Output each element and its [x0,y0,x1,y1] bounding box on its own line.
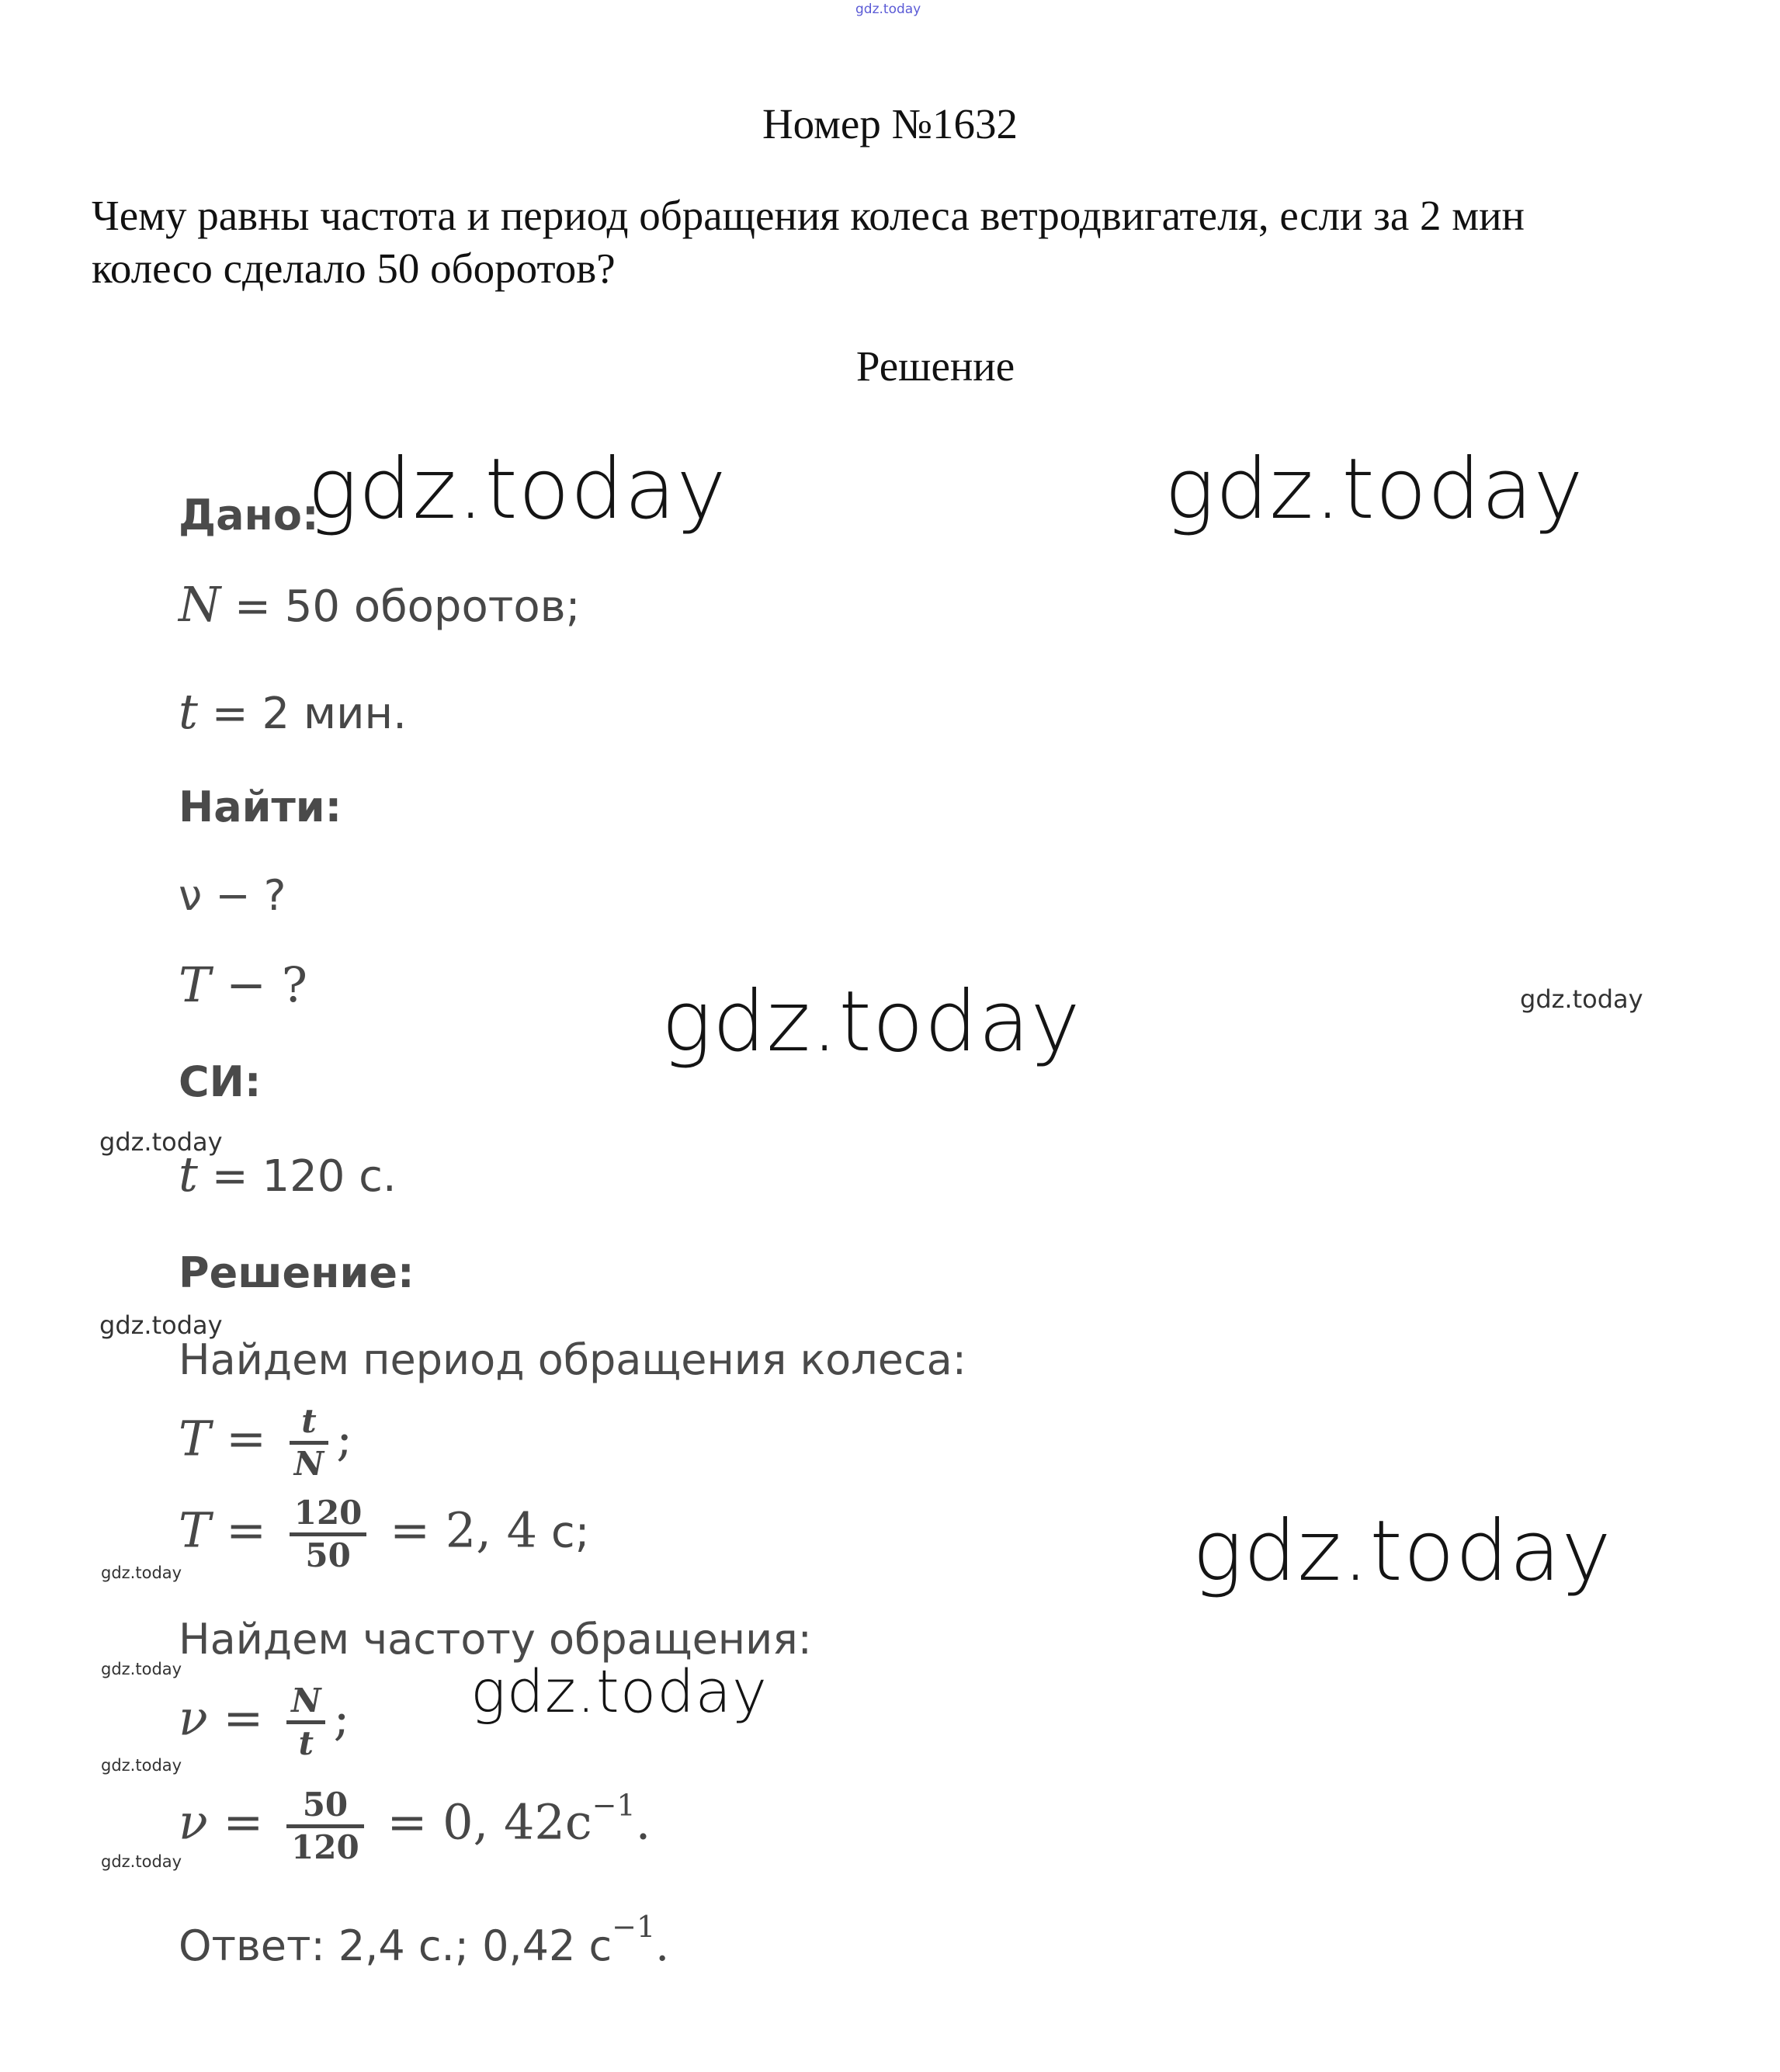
watermark: gdz.today [1164,441,1584,538]
fraction-numerator: 50 [286,1786,364,1828]
watermark: gdz.today [101,1756,182,1775]
formula-exponent: −1 [592,1788,636,1823]
fraction-numerator: 120 [290,1494,367,1536]
formula-end: ; [336,1410,353,1467]
formula-result: = 2, 4 [374,1501,538,1559]
formula-unit: с; [537,1507,590,1558]
top-watermark: gdz.today [855,2,921,17]
formula-eq: = [210,1410,282,1467]
formula-lhs: T [179,1501,211,1559]
formula-end: . [635,1793,651,1851]
fraction-denominator: t [298,1724,314,1762]
fraction [290,1402,328,1484]
given-label: Дано: [179,491,319,540]
fraction [290,1494,367,1575]
given-n-value: = 50 оборотов; [220,581,581,632]
watermark: gdz.today [101,1564,182,1582]
formula-eq: = [207,1793,279,1851]
fraction-denominator: 120 [291,1828,359,1866]
watermark: gdz.today [307,441,727,538]
find-t-rest: − ? [210,956,307,1013]
formula-period-calc [179,1494,590,1575]
si-label: СИ: [179,1057,262,1106]
fraction-numerator: t [290,1402,328,1445]
formula-lhs: ν [179,1689,208,1747]
watermark: gdz.today [101,1852,182,1871]
n-symbol: N [179,576,221,633]
solution-heading: Решение [855,342,1015,390]
given-n [179,576,580,633]
fraction [286,1682,325,1763]
answer-text: Ответ: 2,4 с.; 0,42 с [179,1921,612,1970]
answer-end: . [655,1921,670,1971]
formula-lhs: ν [179,1793,208,1851]
formula-lhs: T [179,1410,211,1467]
watermark: gdz.today [101,1660,182,1678]
formula-unit: с [564,1793,592,1851]
fraction [286,1786,364,1867]
formula-frequency-calc [179,1786,651,1867]
watermark: gdz.today [99,1310,223,1340]
watermark: gdz.today [661,974,1081,1071]
t-symbol: t [179,1146,198,1203]
t-period-symbol: T [179,956,211,1013]
formula-period [179,1402,352,1484]
solution-label: Решение: [179,1248,415,1297]
formula-eq: = [207,1689,279,1747]
si-t-value: = 120 с. [197,1151,397,1202]
t-symbol: t [179,683,198,740]
watermark: gdz.today [1520,984,1643,1014]
fraction-numerator: N [286,1682,325,1724]
given-t-value: = 2 мин. [197,689,407,739]
find-label: Найти: [179,783,342,831]
task-line-1: Чему равны частота и период обращения колеса ветродвигателя, если за 2 мин [92,192,1525,239]
watermark: gdz.today [99,1127,223,1157]
answer-exponent: −1 [612,1910,656,1944]
fraction-denominator: N [293,1445,324,1483]
given-t [179,683,407,740]
period-text: Найдем период обращения колеса: [179,1335,966,1384]
formula-end: ; [333,1689,350,1747]
watermark: gdz.today [1192,1503,1612,1600]
fraction-denominator: 50 [305,1536,351,1574]
page-title: Номер №1632 [762,100,1018,148]
task-text [92,189,1525,295]
answer [179,1910,669,1971]
find-t [179,956,307,1013]
watermark: gdz.today [470,1657,768,1726]
formula-result: = 0, 42 [371,1793,565,1851]
find-nu: ν − ? [179,871,286,920]
formula-eq: = [210,1501,282,1559]
formula-frequency [179,1682,349,1763]
task-line-2: колесо сделало 50 оборотов? [92,245,616,292]
frequency-text: Найдем частоту обращения: [179,1615,812,1664]
